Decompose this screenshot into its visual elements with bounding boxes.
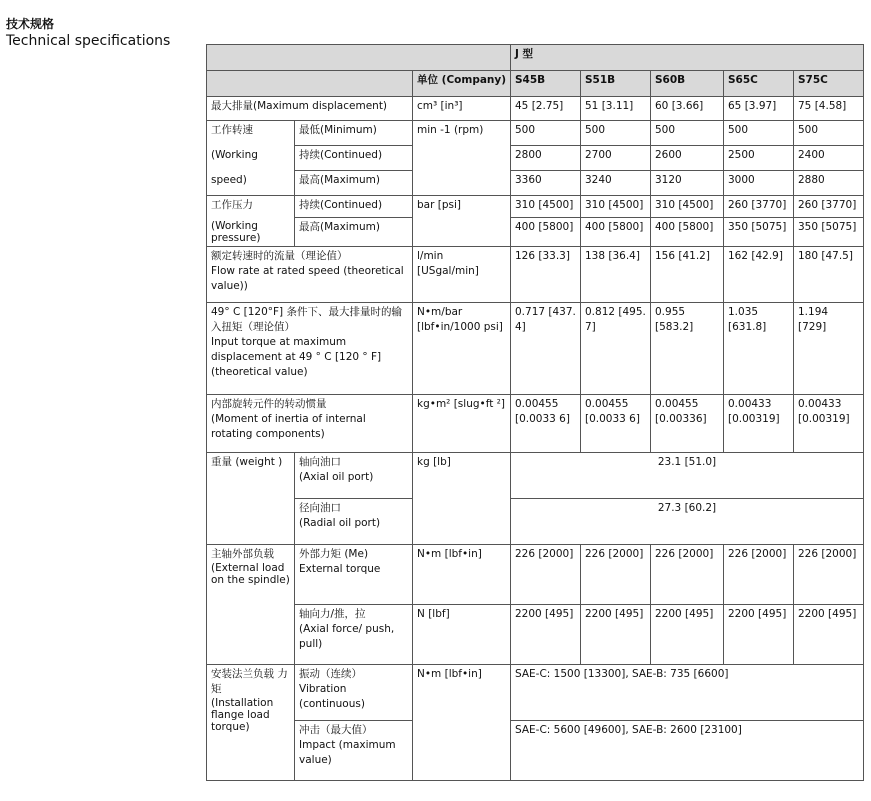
header-blank (207, 45, 511, 71)
value-cell: 226 [2000] (511, 544, 581, 604)
value-cell: 226 [2000] (581, 544, 651, 604)
group-title: J 型 (511, 45, 864, 71)
weight-radial-label-en: (Radial oil port) (299, 516, 381, 529)
axial-force-unit: N [lbf] (413, 604, 511, 664)
flange-torque-unit: N•m [lbf•in] (413, 664, 511, 780)
value-cell: 226 [2000] (794, 544, 864, 604)
input-torque-label (207, 302, 413, 394)
flange-torque-label-zh: 安装法兰负载 力矩 (211, 667, 288, 695)
sub-label: 持续(Continued) (295, 196, 413, 218)
max-displacement-label: 最大排量(Maximum displacement) (207, 97, 413, 121)
vibration-label (295, 664, 413, 720)
flange-torque-label-en: (Installation flange load torque) (211, 696, 274, 733)
value-cell: 2200 [495] (511, 604, 581, 664)
value-cell: 0.00455 [0.00336] (651, 394, 724, 452)
impact-label-zh: 冲击（最大值） (299, 723, 373, 736)
header-blank-2 (207, 71, 413, 97)
value-cell: 75 [4.58] (794, 97, 864, 121)
value-cell: 0.955 [583.2] (651, 302, 724, 394)
value-cell: 0.00455 [0.0033 6] (581, 394, 651, 452)
working-pressure-unit: bar [psi] (413, 196, 511, 247)
model-header: S75C (794, 71, 864, 97)
weight-axial-label (295, 452, 413, 498)
impact-value: SAE-C: 5600 [49600], SAE-B: 2600 [23100] (511, 720, 864, 780)
working-speed-unit: min -1 (rpm) (413, 121, 511, 196)
working-speed-label-en-1: (Working (207, 146, 295, 171)
flow-rate-label-zh: 额定转速时的流量（理论值） (211, 249, 348, 262)
sub-label: 最高(Maximum) (295, 218, 413, 247)
weight-axial-label-zh: 轴向油口 (299, 455, 341, 468)
axial-force-label (295, 604, 413, 664)
model-header: S51B (581, 71, 651, 97)
flange-torque-label (207, 664, 295, 780)
weight-label: 重量 (weight ) (207, 452, 295, 544)
value-cell: 500 (651, 121, 724, 146)
input-torque-unit: N•m/bar [lbf•in/1000 psi] (413, 302, 511, 394)
sub-label: 最高(Maximum) (295, 171, 413, 196)
input-torque-label-en: Input torque at maximum displacement at 49 ° C [120 ° F] (theoretical value) (211, 335, 382, 378)
weight-axial-value: 23.1 [51.0] (511, 452, 864, 498)
value-cell: 260 [3770] (794, 196, 864, 218)
flow-rate-unit: l/min [USgal/min] (413, 246, 511, 302)
weight-radial-value: 27.3 [60.2] (511, 498, 864, 544)
value-cell: 51 [3.11] (581, 97, 651, 121)
inertia-label (207, 394, 413, 452)
value-cell: 2200 [495] (724, 604, 794, 664)
spindle-load-label (207, 544, 295, 664)
value-cell: 310 [4500] (511, 196, 581, 218)
inertia-label-en: (Moment of inertia of internal rotating components) (211, 412, 366, 440)
value-cell: 226 [2000] (724, 544, 794, 604)
value-cell: 2200 [495] (651, 604, 724, 664)
value-cell: 2200 [495] (581, 604, 651, 664)
sub-label: 最低(Minimum) (295, 121, 413, 146)
external-torque-label (295, 544, 413, 604)
page-heading (6, 16, 170, 50)
value-cell: 1.194 [729] (794, 302, 864, 394)
value-cell: 500 (511, 121, 581, 146)
heading-zh: 技术规格 (6, 17, 55, 31)
value-cell: 500 (794, 121, 864, 146)
value-cell: 2500 (724, 146, 794, 171)
value-cell: 500 (581, 121, 651, 146)
value-cell: 180 [47.5] (794, 246, 864, 302)
spindle-load-label-en: (External load on the spindle) (211, 561, 290, 586)
input-torque-label-zh: 49° C [120°F] 条件下、最大排量时的输入扭矩（理论值） (211, 305, 402, 333)
value-cell: 0.00433 [0.00319] (794, 394, 864, 452)
vibration-value: SAE-C: 1500 [13300], SAE-B: 735 [6600] (511, 664, 864, 720)
value-cell: 2600 (651, 146, 724, 171)
value-cell: 0.717 [437. 4] (511, 302, 581, 394)
value-cell: 3360 (511, 171, 581, 196)
value-cell: 2880 (794, 171, 864, 196)
working-pressure-label-en: (Working pressure) (207, 218, 295, 247)
value-cell: 65 [3.97] (724, 97, 794, 121)
unit-header: 单位 (Company) (413, 71, 511, 97)
value-cell: 60 [3.66] (651, 97, 724, 121)
value-cell: 2700 (581, 146, 651, 171)
value-cell: 2800 (511, 146, 581, 171)
max-displacement-unit: cm³ [in³] (413, 97, 511, 121)
vibration-label-zh: 振动（连续） (299, 667, 362, 680)
value-cell: 226 [2000] (651, 544, 724, 604)
value-cell: 350 [5075] (724, 218, 794, 247)
spindle-load-label-zh: 主轴外部负载 (211, 547, 274, 560)
external-torque-unit: N•m [lbf•in] (413, 544, 511, 604)
value-cell: 310 [4500] (651, 196, 724, 218)
value-cell: 0.00455 [0.0033 6] (511, 394, 581, 452)
external-torque-label-zh: 外部力矩 (Me) (299, 547, 369, 560)
spec-table (206, 44, 864, 781)
value-cell: 400 [5800] (651, 218, 724, 247)
value-cell: 126 [33.3] (511, 246, 581, 302)
sub-label: 持续(Continued) (295, 146, 413, 171)
value-cell: 138 [36.4] (581, 246, 651, 302)
impact-label-en: Impact (maximum value) (299, 738, 396, 766)
value-cell: 2400 (794, 146, 864, 171)
value-cell: 45 [2.75] (511, 97, 581, 121)
value-cell: 400 [5800] (511, 218, 581, 247)
heading-en: Technical specifications (6, 33, 171, 49)
axial-force-label-en: (Axial force/ push, pull) (299, 622, 395, 650)
value-cell: 310 [4500] (581, 196, 651, 218)
working-speed-label-zh: 工作转速 (207, 121, 295, 146)
value-cell: 260 [3770] (724, 196, 794, 218)
value-cell: 3120 (651, 171, 724, 196)
model-header: S45B (511, 71, 581, 97)
model-header: S60B (651, 71, 724, 97)
impact-label (295, 720, 413, 780)
weight-radial-label-zh: 径向油口 (299, 501, 341, 514)
weight-unit: kg [lb] (413, 452, 511, 544)
value-cell: 0.812 [495. 7] (581, 302, 651, 394)
flow-rate-label (207, 246, 413, 302)
working-pressure-label-zh: 工作压力 (207, 196, 295, 218)
value-cell: 3000 (724, 171, 794, 196)
flow-rate-label-en: Flow rate at rated speed (theoretical value)) (211, 264, 404, 292)
model-header: S65C (724, 71, 794, 97)
value-cell: 0.00433 [0.00319] (724, 394, 794, 452)
value-cell: 500 (724, 121, 794, 146)
value-cell: 3240 (581, 171, 651, 196)
external-torque-label-en: External torque (299, 562, 381, 575)
vibration-label-en: Vibration (continuous) (299, 682, 365, 710)
value-cell: 400 [5800] (581, 218, 651, 247)
working-speed-label-en-2: speed) (207, 171, 295, 196)
value-cell: 2200 [495] (794, 604, 864, 664)
inertia-label-zh: 内部旋转元件的转动惯量 (211, 397, 327, 410)
weight-axial-label-en: (Axial oil port) (299, 470, 374, 483)
value-cell: 162 [42.9] (724, 246, 794, 302)
value-cell: 350 [5075] (794, 218, 864, 247)
inertia-unit: kg•m² [slug•ft ²] (413, 394, 511, 452)
value-cell: 156 [41.2] (651, 246, 724, 302)
value-cell: 1.035 [631.8] (724, 302, 794, 394)
weight-radial-label (295, 498, 413, 544)
axial-force-label-zh: 轴向力/推，拉 (299, 607, 366, 620)
